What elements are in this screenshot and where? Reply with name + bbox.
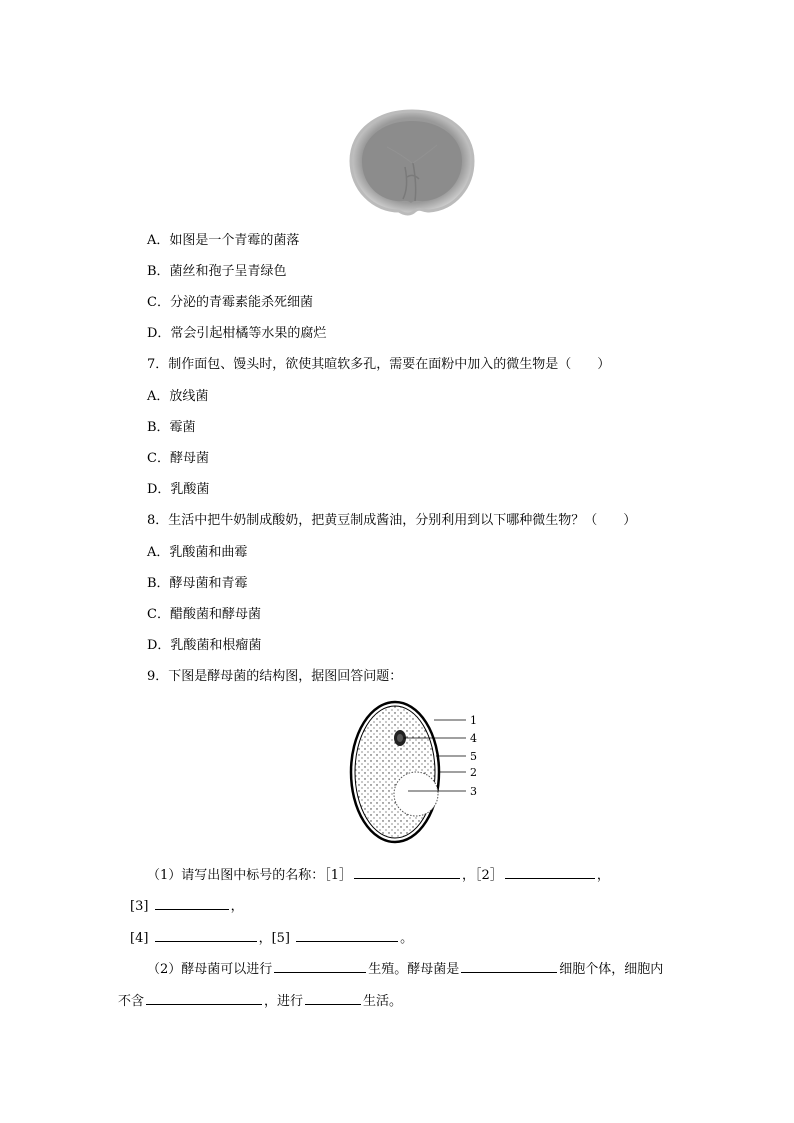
q7-option-a: A．放线菌	[147, 389, 209, 404]
q8-option-b: B．酵母菌和青霉	[147, 576, 248, 591]
q7-stem: 7．制作面包、馒头时，欲使其暄软多孔，需要在面粉中加入的微生物是（ ）	[147, 357, 611, 372]
q7-option-b: B．霉菌	[147, 420, 196, 435]
answer-blank-lifestyle[interactable]	[305, 990, 361, 1005]
q7-option-c: C．酵母菌	[147, 451, 209, 466]
q8-option-a: A．乳酸菌和曲霉	[147, 545, 248, 560]
penicillium-colony-image	[347, 107, 477, 219]
label-2: 2	[470, 766, 477, 779]
q9-sub1-line1: （1）请写出图中标号的名称：［1］ ，［2］ ，	[147, 864, 610, 883]
q9-sub2-line1: （2）酵母菌可以进行 生殖。酵母菌是 细胞个体，细胞内	[147, 958, 663, 977]
q9-stem: 9．下图是酵母菌的结构图，据图回答问题：	[147, 669, 403, 684]
q8-option-d: D．乳酸菌和根瘤菌	[147, 638, 262, 653]
q7-option-d: D．乳酸菌	[147, 482, 210, 497]
q8-option-c: C．醋酸菌和酵母菌	[147, 607, 261, 622]
label-3: 3	[470, 785, 477, 798]
answer-blank-5[interactable]	[296, 927, 398, 942]
q9-sub2-line2: 不含 ，进行 生活。	[118, 990, 402, 1009]
q9-sub1-line2: [3] ，	[130, 895, 244, 914]
q6-option-d: D．常会引起柑橘等水果的腐烂	[147, 326, 327, 341]
label-5: 5	[470, 750, 477, 763]
label-4: 4	[470, 732, 477, 745]
answer-blank-reproduction[interactable]	[274, 958, 366, 973]
q6-option-a: A．如图是一个青霉的菌落	[147, 233, 300, 248]
label-1: 1	[470, 714, 477, 727]
answer-blank-2[interactable]	[505, 864, 595, 879]
yeast-structure-diagram	[340, 700, 490, 848]
answer-blank-cell-type[interactable]	[461, 958, 557, 973]
q8-stem: 8．生活中把牛奶制成酸奶，把黄豆制成酱油，分别利用到以下哪种微生物？（ ）	[147, 513, 637, 528]
answer-blank-4[interactable]	[155, 927, 257, 942]
answer-blank-1[interactable]	[354, 864, 460, 879]
answer-blank-3[interactable]	[155, 895, 229, 910]
q9-sub1-line3: [4] ，[5] 。	[130, 927, 413, 946]
answer-blank-lacks[interactable]	[146, 990, 262, 1005]
q6-option-c: C．分泌的青霉素能杀死细菌	[147, 295, 313, 310]
q6-option-b: B．菌丝和孢子呈青绿色	[147, 264, 287, 279]
